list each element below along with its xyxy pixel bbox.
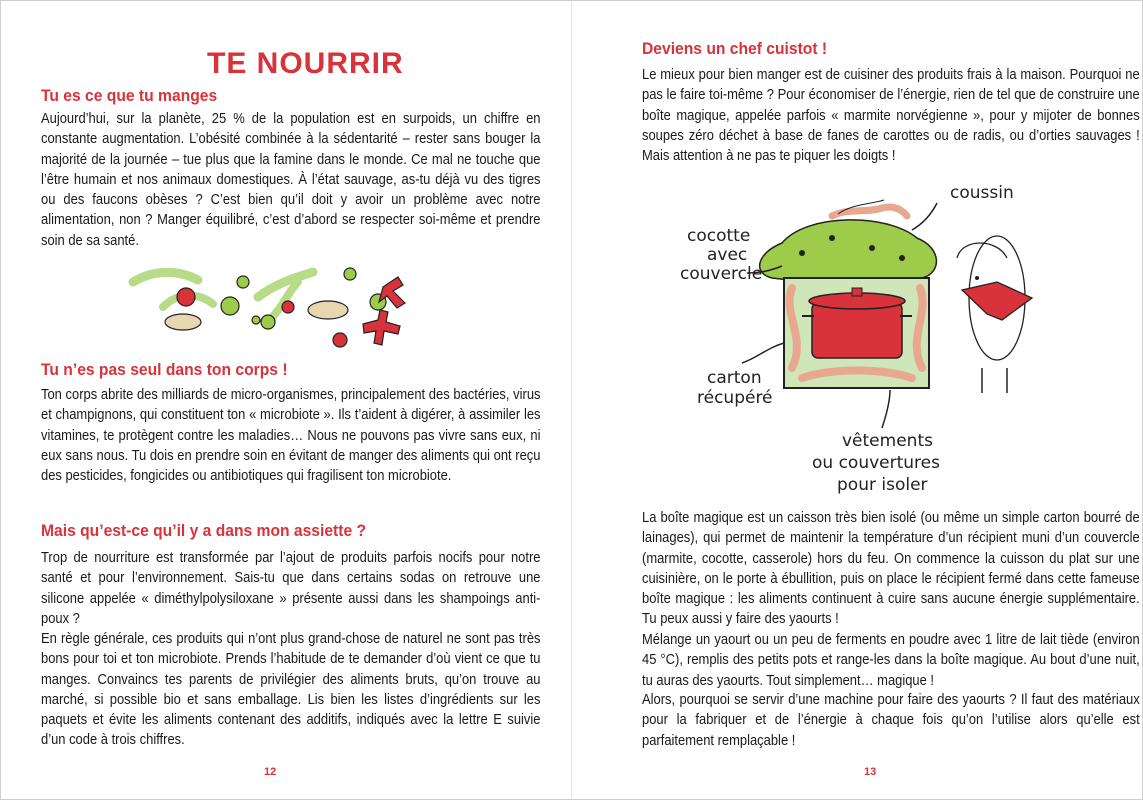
section-heading-tu-nes-pas-seul: Tu n’es pas seul dans ton corps ! [41, 360, 288, 379]
section-text-tu-nes-pas-seul: Ton corps abrite des milliards de micro-organismes, principalement des bactéries, virus et champignons, qui constituent ton « microbiote ». Ils t’aident à digérer, à assimiler les vitamines, te protègent contre les maladies… Nous ne pouvons pas vivre sans eux, ni eux sans nous. Tu dois en prendre soin en évitant de manger des aliments qui ont reçu des pesticides, fongicides ou antibiotiques qui fragilisent ton microbiote. [41, 387, 541, 485]
section-text-mon-assiette: Trop de nourriture est transformée par l’ajout de produits parfois nocifs pour notre santé et pour l’environnement. Sais-tu que dans certains sodas on retrouve une silicone appelée « diméthylpolysiloxane » présente aussi dans les shampoings anti-poux ? [41, 550, 541, 627]
label-coussin: coussin [950, 183, 1014, 203]
microbes-illustration [128, 262, 428, 354]
section-heading-mon-assiette: Mais qu’est-ce qu’il y a dans mon assiette ? [41, 521, 367, 540]
label-vetements-3: pour isoler [837, 475, 928, 495]
section-text-conclusion: Alors, pourquoi se servir d’une machine pour faire des yaourts ? Il faut des matériaux pour la fabriquer et de l’énergie à chaque fois qu’on l’utilise alors qu’elle est parfaitement remplaçable ! [642, 692, 1140, 749]
section-heading-deviens-un-chef: Deviens un chef cuistot ! [642, 39, 828, 58]
left-page [0, 0, 571, 800]
page-number: 13 [864, 766, 877, 778]
label-cocotte-2: avec [707, 245, 748, 265]
label-cocotte-1: cocotte [687, 226, 751, 246]
label-carton-2: récupéré [697, 388, 773, 408]
label-vetements-2: ou couvertures [812, 453, 940, 473]
section-text-mon-assiette-2: En règle générale, ces produits qui n’ont plus grand-chose de naturel ne sont pas très bons pour toi et ton microbiote. Prends l’habitude de te demander d’où vient ce que tu manges. Convaincs tes parents de privilégier des aliments bruts, qu’on trouve au marché, si possible bio et sans emballage. Lis bien les listes d’ingrédients sur les paquets et évite les aliments contenant des additifs, indiqués avec la lettre E suivie d’un code à trois chiffres. [41, 631, 541, 749]
section-text-boite-magique: La boîte magique est un caisson très bien isolé (ou même un simple carton bourré de lainages), qui permet de maintenir la température d’un récipient muni d’un couvercle (marmite, cocotte, casserole) hors du feu. On commence la cuisson du plat sur une cuisinière, on le porte à ébullition, puis on place le récipient fermé dans cette fameuse boîte magique : les aliments continuent à cuire sans aucune énergie supplémentaire. Tu peux aussi y faire des yaourts ! [642, 510, 1140, 628]
section-text-yaourts: Mélange un yaourt ou un peu de ferments en poudre avec 1 litre de lait tiède (environ 45 °C), remplis des petits pots et range-les dans la boîte magique. Au bout d’une nuit, tu auras des yaourts. Tout simplement… magique ! [642, 632, 1140, 689]
section-heading-tu-es-ce-que-tu-manges: Tu es ce que tu manges [41, 86, 218, 105]
label-carton-1: carton [707, 368, 762, 388]
page-number: 12 [264, 766, 277, 778]
section-text-deviens-un-chef: Le mieux pour bien manger est de cuisiner des produits frais à la maison. Pourquoi ne pas le faire toi-même ? Pour économiser de l’énergie, rien de tel que de construire une boîte magique, appelée parfois « marmite norvégienne », pour y mijoter de bonnes soupes zéro déchet à base de fanes de carottes ou de radis, ou d’orties sauvages ! Mais attention à ne pas te piquer les doigts ! [642, 67, 1140, 165]
magic-box-illustration [632, 178, 1062, 496]
page-title: TE NOURRIR [207, 47, 404, 80]
label-vetements-1: vêtements [842, 431, 933, 451]
label-cocotte-3: couvercle [680, 264, 763, 284]
right-page [572, 0, 1143, 800]
section-text-tu-es-ce-que-tu-manges: Aujourd’hui, sur la planète, 25 % de la population est en surpoids, un chiffre en constante augmentation. L’obésité combinée à la sédentarité – rester sans bouger la majorité de la journée – tue plus que la famine dans le monde. Ce mal ne touche que l’être humain et nos animaux domestiques. À l’état sauvage, as-tu déjà vu des tigres ou des faucons obèses ? C’est bien qu’il doit y avoir un problème avec notre alimentation, non ? Manger équilibré, c’est d’abord se respecter soi-même et prendre soin de sa santé. [41, 111, 541, 249]
